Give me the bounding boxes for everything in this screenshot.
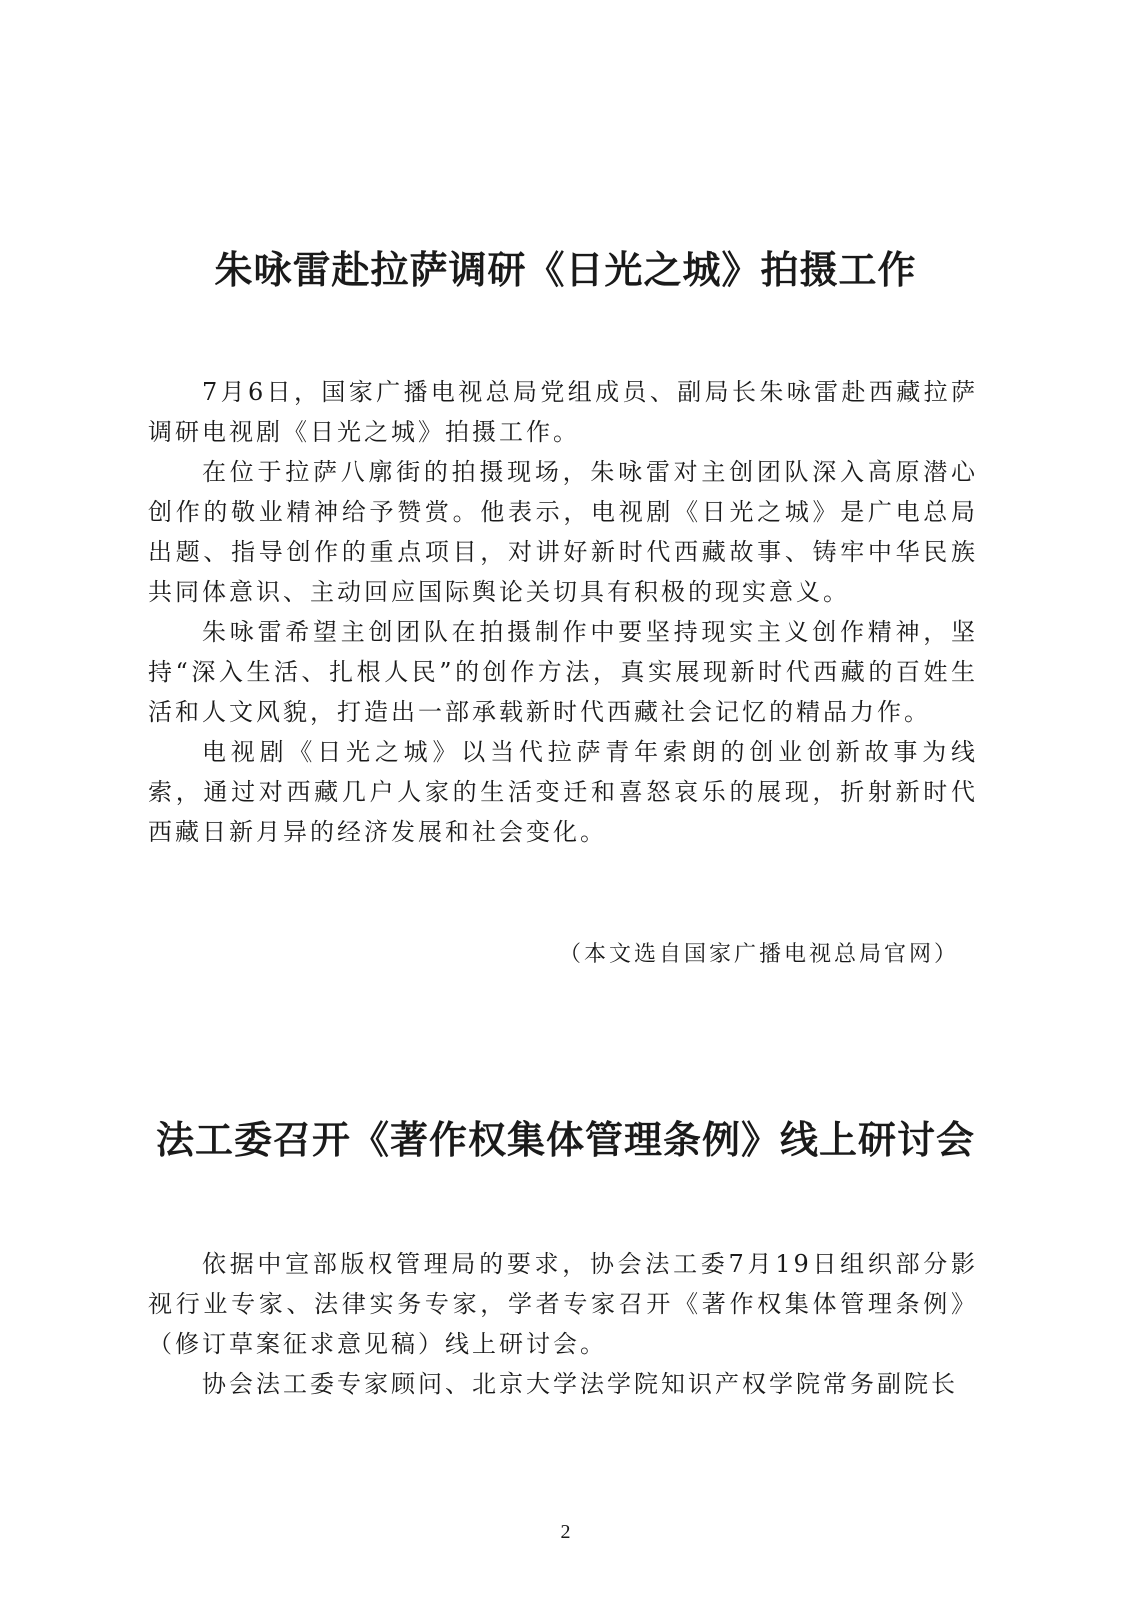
article-1-paragraph-4: 电视剧《日光之城》以当代拉萨青年索朗的创业创新故事为线索，通过对西藏几户人家的生活变迁和喜怒哀乐的展现，折射新时代西藏日新月异的经济发展和社会变化。 — [148, 738, 978, 846]
article-1-source-note: （本文选自国家广播电视总局官网） — [558, 942, 959, 967]
article-2-title: 法工委召开《著作权集体管理条例》线上研讨会 — [155, 1117, 975, 1162]
article-1-paragraph-1: 7月6日，国家广播电视总局党组成员、副局长朱咏雷赴西藏拉萨调研电视剧《日光之城》拍摄工作。 — [148, 378, 978, 446]
article-1-paragraph-3: 朱咏雷希望主创团队在拍摄制作中要坚持现实主义创作精神，坚持“深入生活、扎根人民”的创作方法，真实展现新时代西藏的百姓生活和人文风貌，打造出一部承载新时代西藏社会记忆的精品力作。 — [148, 618, 978, 726]
article-2-body — [148, 1244, 978, 1404]
article-1-paragraph-2: 在位于拉萨八廓街的拍摄现场，朱咏雷对主创团队深入高原潜心创作的敬业精神给予赞赏。他表示，电视剧《日光之城》是广电总局出题、指导创作的重点项目，对讲好新时代西藏故事、铸牢中华民族共同体意识、主动回应国际舆论关切具有积极的现实意义。 — [148, 458, 978, 606]
page-number: 2 — [560, 1521, 571, 1543]
article-2-paragraph-2: 协会法工委专家顾问、北京大学法学院知识产权学院常务副院长 — [202, 1370, 958, 1398]
article-1-title: 朱咏雷赴拉萨调研《日光之城》拍摄工作 — [214, 247, 917, 292]
article-2-paragraph-1: 依据中宣部版权管理局的要求，协会法工委7月19日组织部分影视行业专家、法律实务专家，学者专家召开《著作权集体管理条例》（修订草案征求意见稿）线上研讨会。 — [148, 1250, 978, 1358]
article-1-body — [148, 372, 978, 852]
